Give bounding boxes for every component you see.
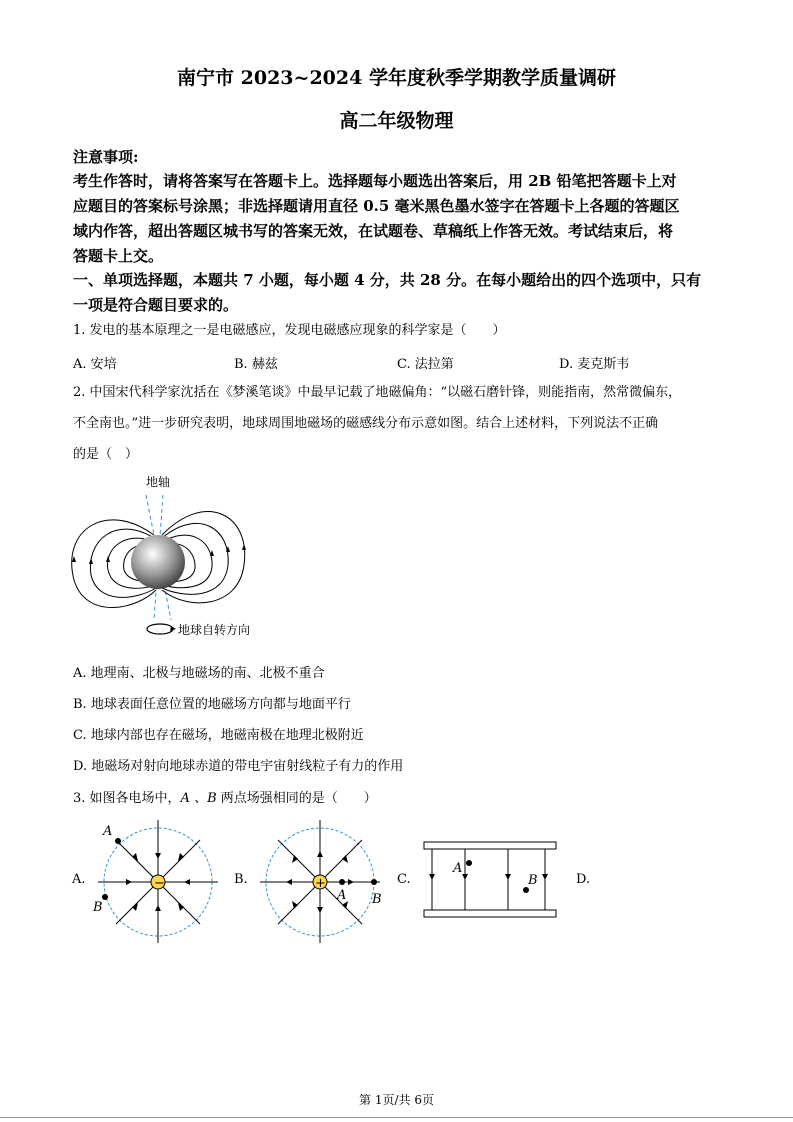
exam-title: 南宁市 2023~2024 学年度秋季学期教学质量调研 — [177, 67, 616, 89]
point-a-label: A — [103, 824, 113, 839]
axis-label: 地轴 — [146, 475, 171, 489]
point-b — [102, 894, 108, 900]
q3-option-a-label: A. — [72, 872, 86, 887]
notice-line: 域内作答，超出答题区城书写的答案无效，在试题卷、草稿纸上作答无效。考试结束后，将 — [73, 222, 674, 240]
q1-stem: 1. 发电的基本原理之一是电磁感应，发现电磁感应现象的科学家是（ ） — [73, 323, 506, 338]
point-a — [115, 838, 121, 844]
bottom-rule — [0, 1117, 793, 1118]
q2-option-a: A. 地理南、北极与地磁场的南、北极不重合 — [73, 666, 325, 681]
point-b-label: B — [528, 873, 538, 888]
bottom-plate — [424, 910, 556, 917]
notice-line: 应题目的答案标号涂黑；非选择题请用直径 0.5 毫米黑色墨水签字在答题卡上各题的答题区 — [73, 197, 680, 215]
q3-figure-a — [88, 815, 228, 945]
q3-stem — [73, 789, 377, 809]
page-number: 第 1页/共 6页 — [359, 1093, 434, 1107]
notice-line: 答题卡上交。 — [73, 247, 164, 265]
point-a-label: A — [337, 888, 347, 903]
q3-option-d-label: D. — [576, 872, 591, 887]
point-b-label: B — [372, 892, 382, 907]
point-a-label: A — [453, 861, 463, 876]
q2-option-d: D. 地磁场对射向地球赤道的带电宇宙射线粒子有力的作用 — [73, 759, 404, 774]
notice-heading: 注意事项: — [73, 148, 139, 166]
q2-stem-line: 的是（ ） — [73, 447, 139, 462]
q1-option-a: A. 安培 — [73, 357, 117, 372]
top-plate — [424, 842, 556, 849]
charge-sign: + — [315, 876, 326, 891]
rotation-label: 地球自转方向 — [178, 623, 251, 637]
q3-stem-suffix: 两点场强相同的是（ ） — [216, 791, 377, 806]
q3-figure-c — [420, 838, 560, 922]
q1-option-c: C. 法拉第 — [397, 357, 454, 372]
point-b — [371, 879, 377, 885]
q3-stem-prefix: 3. 如图各电场中， — [73, 791, 181, 806]
earth-magnetic-field-figure — [66, 470, 296, 645]
q2-option-c: C. 地球内部也存在磁场，地磁南极在地理北极附近 — [73, 728, 364, 743]
q3-option-c-label: C. — [397, 872, 411, 887]
point-a — [339, 879, 345, 885]
charge-sign: − — [154, 876, 165, 891]
point-a — [466, 860, 472, 866]
notice-line: 考生作答时，请将答案写在答题卡上。选择题每小题选出答案后，用 2B 铅笔把答题卡上对 — [73, 172, 677, 190]
q1-option-b: B. 赫兹 — [234, 357, 278, 372]
earth-sphere — [131, 535, 185, 589]
section-heading: 一、单项选择题，本题共 7 小题，每小题 4 分，共 28 分。在每小题给出的四个选项中，只有 — [73, 271, 702, 289]
q1-option-d: D. 麦克斯韦 — [559, 357, 630, 372]
q2-option-b: B. 地球表面任意位置的地磁场方向都与地面平行 — [73, 697, 351, 712]
q2-stem-line: 2. 中国宋代科学家沈括在《梦溪笔谈》中最早记载了地磁偏角：“以磁石磨针锋，则能指南，然常微偏东， — [73, 385, 682, 400]
point-b-label: B — [93, 900, 103, 915]
q3-figure-b — [250, 815, 390, 945]
rotation-arrow-icon — [147, 624, 173, 634]
q2-stem-line: 不全南也。”进一步研究表明，地球周围地磁场的磁感线分布示意如图。结合上述材料，下列说法不正确 — [73, 416, 659, 431]
q3-stem-vars: A 、B — [180, 791, 217, 806]
exam-subtitle: 高二年级物理 — [339, 110, 454, 132]
q3-option-b-label: B. — [234, 872, 248, 887]
section-heading: 一项是符合题目要求的。 — [73, 296, 239, 314]
